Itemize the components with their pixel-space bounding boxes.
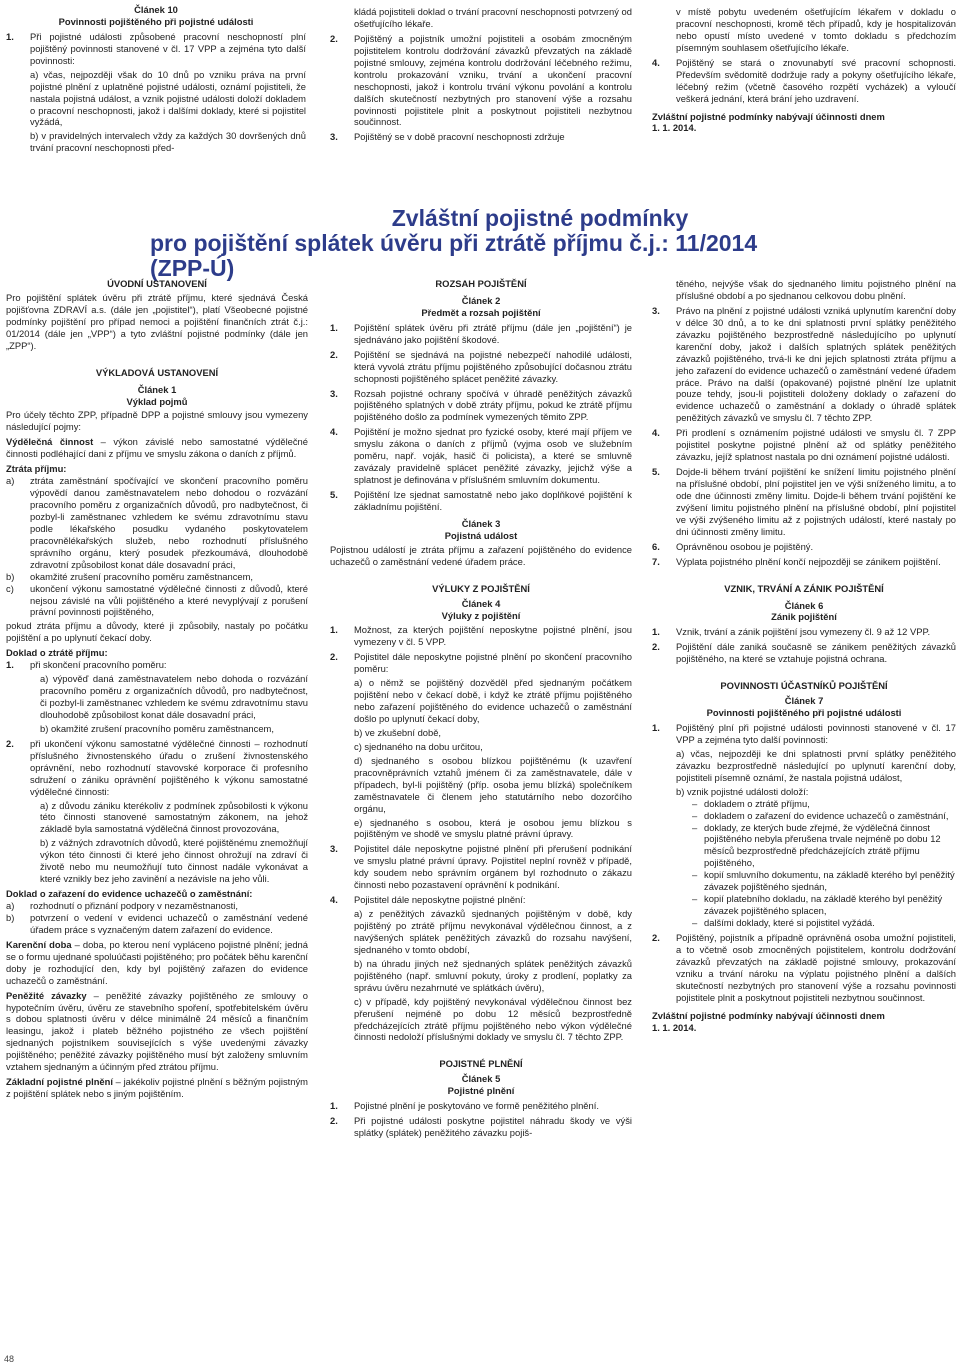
continued-text: kládá pojistiteli doklad o trvání pracovní neschopnosti potvrzený od ošetřujícího lékaře. [354,6,632,29]
list-item: 4. Při prodlení s oznámením pojistné události ve smyslu čl. 7 ZPP pojistitel poskytne pojistné plnění až od splátky peněžitého závazku, jejíž splatnost nastala po dni oznámení pojistné události. [652,427,956,463]
section-heading: VÝLUKY Z POJIŠTĚNÍ [432,582,530,594]
list-item: b) okamžité zrušení pracovního poměru zaměstnancem, [6,570,254,582]
top-col-1 [6,4,306,154]
list-sub-item: b) okamžité zrušení pracovního poměru zaměstnancem, [40,722,274,734]
list-item: 2. Pojistitel dále neposkytne pojistné plnění po skončení pracovního poměru: [330,651,632,675]
list-item: 1. Pojištění splátek úvěru při ztrátě příjmu (dále jen „pojištění“) je sjednáváno jako pojištění škodové. [330,321,632,345]
article-title: Výluky z pojištění [441,609,521,621]
list-sub-item: a) včas, nejpozději však do 10 dnů po vzniku práva na první pojistné plnění z uplatněné pojistné události, oznámí pojistiteli, že nastala pojistná událost, a vznik pojistné události doloží dokladem o pracovní neschopnosti, jakož i dalšími doklady, které si pojistitel vyžádá, [30,68,306,128]
paragraph: pokud ztráta příjmu a důvody, které ji způsobily, nastaly po počátku pojištění a po uplynutí čekací doby. [6,620,308,644]
article-title: Povinnosti pojištěného při pojistné události [58,15,254,27]
column-3 [652,278,956,1033]
section-heading: POVINNOSTI ÚČASTNÍKŮ POJIŠTĚNÍ [720,680,888,692]
definition-term: Doklad o ztrátě příjmu: [6,647,108,659]
title-line-2: pro pojištění splátek úvěru při ztrátě příjmu č.j.: 11/2014 (ZPP-Ú) [150,229,758,281]
list-item: 6. Oprávněnou osobou je pojištěný. [652,540,814,552]
list-item: 4. Pojištění je možno sjednat pro fyzické osoby, které mají příjem ve smyslu zákona o daních z příjmů (vyjma osob ve služebním poměru, např. voják, hasič či policista), a které se smluvně zavázaly pravidelně splácet peněžité závazky, jejichž výše a splatnost je definována v příslušném smluvním dokumentu. [330,426,632,486]
list-item: b) potvrzení o vedení v evidenci uchazečů o zaměstnání vedené úřadem práce s vyznačeným datem zařazení do evidence. [6,911,308,935]
list-sub-item: a) o němž se pojištěný dozvěděl před sjednaným počátkem pojištění nebo v čekací době, i když ke ztrátě příjmu pojištěného nebo zařazení pojištěného do evidence uchazečů o zaměstnání došlo po uplynutí čekací doby, [354,677,632,724]
column-2 [330,278,632,1139]
definition-term: Doklad o zařazení do evidence uchazečů o zaměstnání: [6,888,253,900]
article-heading: Článek 10 [134,4,178,15]
intro-paragraph: Pro pojištění splátek úvěru při ztrátě příjmu, které sjednává Česká pojišťovna ZDRAVÍ a.s. (dále jen „pojistitel“), platí Všeobecné pojistné podmínky pojištění pro případ nemoci a pojištění finančních ztrát č.j.: 01/2014 (dále jen „VPP“) a tyto zvláštní pojistné podmínky (dále jen „ZPP“). [6,291,308,351]
section-heading: VÝKLADOVÁ USTANOVENÍ [95,366,219,378]
definition: Základní pojistné plnění – jakékoliv pojistné plnění s běžným pojistným z pojištění splátek nebo s jiným pojištěním. [6,1076,308,1100]
section-heading: ÚVODNÍ USTANOVENÍ [107,278,207,289]
column-1 [6,278,308,1100]
article-title: Pojistná událost [444,529,518,541]
list-item: 5. Pojištění lze sjednat samostatně nebo jako doplňkové pojištění k základnímu pojištění. [330,489,632,512]
article-heading: Článek 2 [461,294,501,306]
list-item: a) ztráta zaměstnání spočívající ve skončení pracovního poměru výpovědí danou zaměstnavatelem nebo dohodou o rozvázání pracovního poměru z organizačních důvodů, pro nadbytečnost, či pozbyl-li zaměstnanec vzhledem ke svému zdravotnímu stavu podle lékařského posudku vydaného poskytovatelem pracovnělékařských služeb, nebo rozhodnutí příslušného správního orgánu, který posudek přezkoumává, dlouhodobě zdravotní způsobilost konat dále dosavadní práci, [6,475,308,570]
section-heading: VZNIK, TRVÁNÍ A ZÁNIK POJIŠTĚNÍ [724,582,884,594]
dash-item: – kopií smluvního dokumentu, na základě kterého byl peněžitý závazek pojištěného sjednán, [692,869,955,893]
list-sub-item: a) z důvodu zániku kterékoliv z podmínek způsobilosti k výkonu této činnosti stanovené samostatným zákonem, na jehož základě byla samostatná výdělečná činnost provozována, [40,799,308,835]
dash-item: – doklady, ze kterých bude zřejmé, že výdělečná činnost pojištěného nebyla přerušena trvale nejméně po dobu 12 měsíců bezprostředně předcházejících ztrátě příjmu pojištěného, [692,821,941,869]
document-title [150,206,960,280]
list-item: 1. Možnost, za kterých pojištění neposkytne pojistné plnění, jsou vymezeny v čl. 5 VPP. [330,624,632,648]
article-heading: Článek 3 [461,517,501,529]
dash-item: – kopií platebního dokladu, na základě kterého byl peněžitý závazek pojištěného splacen, [692,893,943,917]
list-item: 5. Dojde-li během trvání pojištění ke snížení limitu pojistného plnění na příslušné období, plní pojistitel jen ve výši sníženého limitu, a to ode dne účinnosti změny limitu. Dojde-li během trvání pojištění ke zvýšení limitu pojistného plnění na příslušné období, plní pojistitel ve výši zvýšeného limitu až z pojistných událostí, které nastaly po dni účinnosti změny limitu. [652,466,956,537]
list-item: 3. Pojistitel dále neposkytne pojistné plnění při přerušení podnikání ve smyslu platné právní úpravy. Pojistitel neplní rovněž v případě, kdy soudem nebo správním orgánem byl rozhodnuto o zákazu činnosti nebo pozastavení oprávnění k podnikání. [330,843,632,891]
list-sub-item: b) vznik pojistné události doloží: [676,785,809,797]
dash-item: – dalšími doklady, které si pojistitel vyžádá. [692,917,875,928]
section-heading: ROZSAH POJIŠTĚNÍ [435,278,527,289]
list-item: a) rozhodnutí o přiznání podpory v nezaměstnanosti, [6,900,238,911]
effective-date-label: Zvláštní pojistné podmínky nabývají účinnosti dnem [652,110,885,122]
article-heading: Článek 1 [137,383,177,395]
article-heading: Článek 5 [461,1073,501,1085]
list-sub-item: c) sjednaného na dobu určitou, [354,740,483,752]
list-sub-item: a) včas, nejpozději ke dni splatnosti první splátky peněžitého závazku bezprostředně následující po uplynutí karenční doby, pojistiteli písemně oznámí, že nastala pojistná událost, [676,747,956,783]
list-item: 3. Pojištěný se v době pracovní neschopnosti zdržuje [330,131,565,143]
list-sub-item: a) výpověď daná zaměstnavatelem nebo dohoda o rozvázání pracovního poměru z organizačních důvodů, pro nadbytečnost, či pozbyl-li zaměstnanec vzhledem ke svému zdravotnímu stavu dlouhodobě způsobilost konat dále dosavadní práci, [40,673,308,720]
list-item: 3. Právo na plnění z pojistné události vzniká uplynutím karenční doby v délce 30 dnů, a to ke dni splatnosti první splátky peněžitého závazku pojištěného bezprostředně následujícího po uplynutí karenční doby, jakož i dalších splatných splátek peněžitých závazků pojištěného, trvá-li ke dni jejich splatnosti ztráta příjmu a jeho zařazení do evidence uchazečů o zaměstnání vedené úřadem práce. Právo na další (opakované) pojistné plnění lze uplatnit pouze tehdy, jsou-li pojistiteli doloženy doklady o zařazení do evidence uchazečů o zaměstnání a doklady o úhradě splátek peněžitých závazků ve smyslu čl. 7 těchto ZPP. [652,304,956,424]
paragraph: Pro účely těchto ZPP, případně DPP a pojistné smlouvy jsou vymezeny následující pojmy: [6,409,308,433]
list-item: 3. Rozsah pojistné ochrany spočívá v úhradě peněžitých závazků pojištěného splatných v době ztráty příjmu, pokud ke ztrátě příjmu pojištěného došlo za podmínek vymezených těmito ZPP. [330,387,632,423]
definition: Karenční doba – doba, po kterou není vypláceno pojistné plnění; jedná se o formu ujednané spoluúčasti pojištěného; pro počátek běhu karenční doby je rozhodující den, kdy byl pojištěný zařazen do evidence uchazečů o zaměstnání. [6,938,308,986]
top-col-3 [652,4,956,134]
article-heading: Článek 4 [461,597,501,609]
list-sub-item: e) sjednaného s osobou, která je osobou jemu blízkou s pojištěným ve shodě ve smyslu platné právní úpravy. [354,816,632,840]
list-item: c) ukončení výkonu samostatné výdělečné činnosti z důvodů, které nejsou závislé na vůli pojištěného a které nevyplývají z porušení právní povinnosti pojištěného, [6,582,308,618]
list-sub-item: b) na úhradu jiných než sjednaných splátek peněžitých závazků pojištěného (např. smluvní pokuty, úroky z prodlení, poplatky za správu úvěru nezahrnuté ve splátkách úvěru), [354,957,632,993]
dash-item: – dokladem o zařazení do evidence uchazečů o zaměstnání, [692,809,949,821]
page-number: 48 [4,1354,15,1364]
list-item: 2. Pojištěný a pojistník umožní pojistiteli a osobám zmocněným pojistitelem kontrolu dodržování závazků převzatých na základě pojistné smlouvy, zejména kontrolu dodržování léčebného režimu, kontrolu prokazování vzniku, trvání a ukončení pracovní neschopnosti, jakož i kontrolu trvání výkonu povolání a kontrolu dalších skutečností nezbytných pro stanovení výše a rozsahu povinnosti pojistitele plnit a poskytnout pojistiteli nezbytnou součinnost. [330,32,632,128]
list-item: 1. Vznik, trvání a zánik pojištění jsou vymezeny čl. 9 až 12 VPP. [652,626,931,638]
effective-date: 1. 1. 2014. [652,122,697,134]
title-line-1: Zvláštní pojistné podmínky [391,205,689,231]
article-heading: Článek 7 [784,695,824,707]
dash-list [652,798,956,929]
list-item: 1. při skončení pracovního poměru: [6,659,167,671]
list-sub-item: c) v případě, kdy pojištěný nevykonával výdělečnou činnost bez přerušení nejméně po dobu 12 měsíců bezprostředně předcházejících ztrátě příjmu pojištěného nebo výkon výdělečné činnosti nedoloží příslušnými doklady ve smyslu čl. 7 těchto ZPP. [354,995,632,1043]
article-title: Pojistné plnění [447,1085,515,1097]
list-sub-item: b) v pravidelných intervalech vždy za každých 30 dovršených dnů trvání pracovní neschopnosti před- [30,130,306,154]
list-item: 4. Pojistitel dále neposkytne pojistné plnění: [330,894,526,906]
article-title: Zánik pojištění [771,611,837,623]
effective-date: 1. 1. 2014. [652,1021,697,1033]
list-sub-item: a) z peněžitých závazků sjednaných pojištěným v době, kdy pojištěný po ztrátě příjmu nevykonával výdělečnou činnost, a z navýšených splátek peněžitých závazků do rozsahu navýšení, sjednaného v tomto období, [354,908,632,955]
article-title: Předmět a rozsah pojištění [421,306,541,318]
effective-date-label: Zvláštní pojistné podmínky nabývají účinnosti dnem [652,1009,885,1021]
list-item: 4. Pojištěný se stará o znovunabytí své pracovní schopnosti. Především svědomitě dodržuje rady a pokyny ošetřujícího lékaře, léčebný režim (včetně časového rozpětí vycházek) a vyloučí veškerá jednání, která brání jeho uzdravení. [652,56,956,104]
continued-text: v místě pobytu uvedeném ošetřujícím lékařem v dokladu o pracovní neschopnosti, kromě těch případů, kdy je hospitalizován nebo opustí místo uvedené v tomto dokladu s předchozím písemným souhlasem ošetřujícího lékaře. [676,6,956,53]
article-title: Povinnosti pojištěného při pojistné události [706,707,902,719]
list-sub-item: b) z vážných zdravotních důvodů, které pojištěnému znemožňují výkon této činnosti či které jeho činnost ohrožují na zdraví či životě nebo mu neumožňují tuto činnost nadále vykonávat a které vznikly bez jeho zavinění a nezávisle na jeho vůli. [40,837,308,885]
list-item: 2. při ukončení výkonu samostatné výdělečné činnosti – rozhodnutí příslušného živnostenského úřadu o zrušení živnostenského oprávnění, nebo rozhodnutí stavovské korporace či profesního sdružení o zániku oprávnění pojištěného k výkonu samostatné výdělečné činnosti: [6,737,308,797]
definition: Peněžité závazky – peněžité závazky pojištěného ze smlouvy o hypotečním úvěru, úvěru ze stavebního spoření, spotřebitelském úvěru s dobou splatnosti úvěru v délce minimálně 24 měsíců a finančním leasingu, jakož i plateb běžného pojistného ze všech pojištění sjednaných pojistníkem souvisejících s výše uvedenými závazky pojištěného; peněžité závazky pojištěného musí být založeny smluvním vztahem sjednaným a účinným před ztrátou příjmu. [6,989,308,1073]
definition-term: Ztráta příjmu: [6,463,67,475]
list-item: 2. Pojištěný, pojistník a případně oprávněná osoba umožní pojistiteli, a to včetně osob zmocněných pojistitelem, kontrolu dodržování závazků převzatých na základě pojistné smlouvy, prokazování vzniku a trvání nároku na výplatu pojistného plnění a dalších skutečností nezbytných pro stanovení výše a rozsahu povinnosti pojistitele plnit a poskytnout pojistiteli nezbytnou součinnost. [652,931,956,1003]
article-title: Výklad pojmů [126,395,188,407]
dash-item: – dokladem o ztrátě příjmu, [692,797,810,809]
list-sub-item: b) ve zkušební době, [354,726,442,738]
top-col-2 [330,4,632,143]
list-sub-item: d) sjednaného s osobou blízkou pojištěnému (k uzavření pracovněprávních vztahů jménem či za zaměstnavatele, dále v případech, byl-li pojištěný (příp. osoba jemu blízká) společníkem zaměstnavatele či členem jeho statutárního nebo dozorčího orgánu, [354,754,632,814]
paragraph: Pojistnou událostí je ztráta příjmu a zařazení pojištěného do evidence uchazečů o zaměstnání vedené úřadem práce. [330,543,632,567]
list-item: 1. Pojištěný plní při pojistné události povinnosti stanovené v čl. 17 VPP a zejména tyto další povinnosti: [652,722,956,745]
list-item: 1. Pojistné plnění je poskytováno ve formě peněžitého plnění. [330,1100,599,1112]
list-item: 2. Pojištění se sjednává na pojistné nebezpečí nahodilé události, která vyvolá ztrátu příjmu pojištěného způsobující dočasnou ztrátu schopnosti pojištěného splácet peněžité závazky. [330,348,632,384]
list-item: 1. Při pojistné události způsobené pracovní neschopností plní pojištěný povinnosti stanovené v čl. 17 VPP a zejména tyto další povinnosti: [6,30,306,66]
continued-text: těného, nejvýše však do sjednaného limitu pojistného plnění na příslušné období a po sjednanou celkovou dobu plnění. [676,278,956,301]
section-heading: POJISTNÉ PLNĚNÍ [439,1058,523,1070]
list-item: 2. Pojištění dále zaniká současně se zánikem peněžitých závazků pojištěného, na které se vztahuje pojistná ochrana. [652,641,956,665]
definition: Výdělečná činnost – výkon závislé nebo samostatné výdělečné činnosti podléhající dani z příjmu ve smyslu zákona o daních z příjmů. [6,436,308,460]
article-heading: Článek 6 [784,599,824,611]
list-item: 2. Při pojistné události poskytne pojistitel náhradu škody ve výši splátky (splátek) peněžitého závazku pojiš- [330,1115,632,1139]
list-item: 7. Výplata pojistného plnění končí nejpozději se zánikem pojištění. [652,555,941,567]
